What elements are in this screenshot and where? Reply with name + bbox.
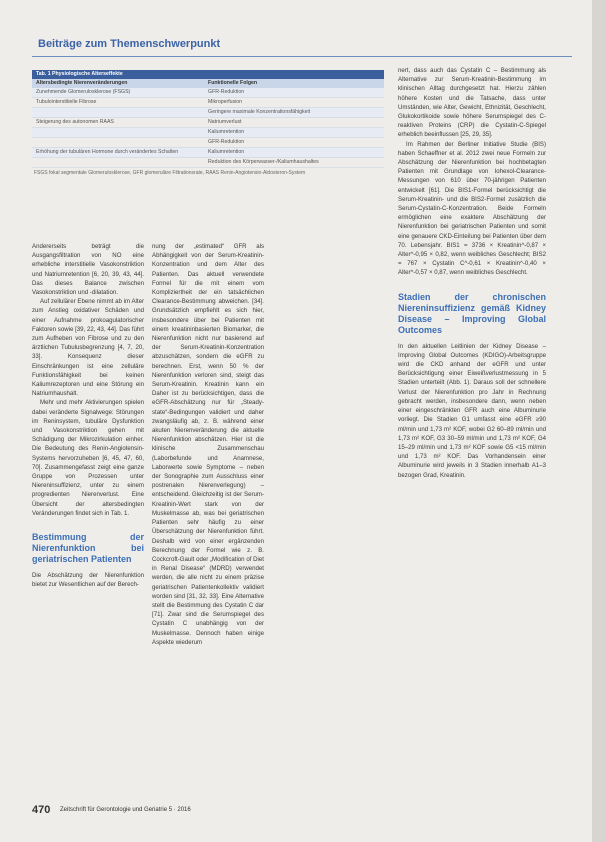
table-column-header: Funktionelle Folgen — [208, 80, 258, 86]
table-cell: Natriumverlust — [208, 119, 242, 125]
table-cell — [32, 108, 204, 117]
table-cell: Zunehmende Glomerulosklerose (FSGS) — [36, 89, 131, 95]
table-column-header: Altersbedingte Nierenveränderungen — [36, 80, 128, 86]
text-column-1 — [32, 242, 144, 590]
table-caption: Tab. 1 Physiologische Alterseffekte — [32, 70, 384, 79]
table-cell: Geringere maximale Konzentrationsfähigkeit — [208, 109, 311, 115]
journal-citation: Zeitschrift für Gerontologie und Geriatrie 5 · 2016 — [60, 807, 191, 813]
paragraph: In den aktuellen Leitlinien der Kidney Disease – Improving Global Outcomes (KDIGO)-Arbeitsgruppe wird die CKD anhand der eGFR und unter Berücksichtigung einer Eiweißverlustmessung in 5 Stadien unterteilt (Abb. 1). Daraus soll der schnellere Verlust der Nierenfunktion pro Jahr in Rechnung gebracht werden, insbesondere dann, wenn neben einer eingeschränkten GFR auch eine Albuminurie vorliegt. Die Stadien G1 umfasst eine eGFR ≥90 ml/min und 1,73 m² KOF, wobei G2 60–89 ml/min und 1,73 m² KOF, G3 30–59 ml/min und 1,73 m² KOF, G4 15–29 ml/min und 1,73 m² KOF sowie G5 <15 ml/min und 1,73 m² KOF. Das Vorhandensein einer Albuminurie wird jeweils in 3 Stadien innerhalb A1–3 bezogen Grad, Kreatinin. — [398, 342, 546, 479]
table-cell — [32, 138, 204, 147]
table-cell: GFR-Reduktion — [208, 139, 245, 145]
table-row — [32, 128, 384, 138]
table-footnote: FSGS fokal segmentale Glomerulosklerose, GFR glomeruläre Filtrationsrate, RAAS Renin-Angiotensin-Aldosteron-System — [34, 170, 306, 176]
paragraph: Mehr und mehr Aktivierungen spielen dabei veränderte Signalwege: Störungen im Reninsystem, tubuläre Dysfunktion und Vasokonstriktion gehen mit Schädigung der Mikrozirkulation einher. Die Bedeutung des Renin-Angiotensin-Systems hervorzuheben [6, 45, 47, 60, 70]. Zusammengefasst zeigt eine ganze Gruppe von Prozessen unter Niereninsuffizienz, unter zu einem progredienten Nierenverlust. Eine Übersicht der altersbedingten Veränderungen findet sich in Tab. 1. — [32, 399, 144, 517]
table-cell: Kaliumretention — [208, 129, 245, 135]
paragraph: nert, dass auch das Cystatin C – Bestimmung als Alternative zur Serum-Kreatinin-Bestimmung im klinischen Alltag durchgesetzt hat. Hierzu zählen höhere Kosten und die Tatsache, dass unter Umständen, wie Alter, Gewicht, Ethnizität, Geschlecht, Glukokortikoide sowie höhere Serumspiegel des C-reaktiven Proteins (CRP) die Cystatin-C-Spiegel erheblich beeinflussen [25, 29, 35]. — [398, 67, 546, 139]
table-row — [32, 88, 384, 98]
page-footer — [32, 804, 492, 818]
table-row — [32, 158, 384, 168]
paragraph: Auf zellulärer Ebene nimmt ab im Alter zum Anstieg oxidativer Schäden und einer Aufnahme prokoagulatorischer Faktoren sowie [39, 22, 43, 44]. Das führt zum Aufheben von Fibrose und zu den ärztlichen Tubulusbegrenzung [4, 7, 20, 33]. Konsequenz dieser Einschränkungen ist eine zelluläre Funktionsfähigkeit bei keinen Kaliumrezeptoren und eine Störung ein Natriumhaushalt. — [32, 298, 144, 398]
table-cell — [32, 128, 204, 137]
table-cell: Kaliumretention — [208, 149, 245, 155]
table-cell — [32, 158, 204, 167]
table-cell: Tubulointerstitielle Fibrose — [36, 99, 97, 105]
table-row — [32, 108, 384, 118]
section-heading: Stadien der chronischen Niereninsuffizienz gemäß Kidney Disease – Improving Global Outcomes — [398, 291, 546, 335]
table-body — [32, 88, 384, 168]
paragraph: Die Abschätzung der Nierenfunktion bietet zur Wesentlichen auf der Berech- — [32, 572, 144, 589]
text-column-3 — [398, 66, 546, 480]
physiology-table — [32, 70, 384, 177]
section-header — [32, 36, 572, 57]
paragraph: nung der „estimated“ GFR als Abhängigkeit von der Serum-Kreatinin-Konzentration und dem Alter des Patienten. Das aktuell verwendete Formel für die mit einem vom Kompliziertheit der ein tatsächlichen Clearance-Bestimmung abweichen. [34]. Grundsätzlich empfiehlt es sich hier, insbesondere über bei Patienten mit einem kreatininbasierten Biomarker, die Nierenfunktion nicht nur basierend auf der Serum-Kreatinin-Konzentration abzuschätzen, sondern die eGFR zu berechnen. Erst, wenn 50 % der Nierenfunktion verloren sind, steigt das Serum-Kreatinin. Kreatinin kann ein Daher ist zu berücksichtigen, dass die eGFR-Abschätzung nur für „Steady-state“-Bedingungen validiert und daher zwangsläufig ab, z. B. während einer akuten Nierenveränderung die aktuelle Nierenfunktion abschätzen. Hier ist die klinische Zusammenschau (Laborbefunde und Anamnese, Laborwerte sowie Symptome – neben der Sonographie zum Ausschluss einer postrenalen Nierenverlegung) – entscheidend. Gleichzeitig ist der Serum-Kreatinin-Wert stark von der Muskelmasse ab, was bei geriatrischen Patienten sehr häufig zu einer Überschätzung der Nierenfunktion führt. Deshalb wird von einer ergänzenden Berechnung der Formel wie z. B. Cockcroft-Gault oder „Modification of Diet in Renal Disease“ (MDRD) verwendet werden, die alle nicht zu einem präzise geriatrischen Patientenkollektiv validiert worden sind [31, 32, 33]. Eine Alternative stellt die Bestimmung des Cystatin C dar [71]. Zwar sind die Serumspiegel des Cystatin C unabhängig von der Muskelmasse. Dennoch haben einige Aspekte wiederum — [152, 243, 264, 646]
paragraph: Im Rahmen der Berliner Initiative Studie (BIS) haben Schaeffner et al. 2012 zwei neue Formeln zur Abschätzung der Nierenfunktion bei hochbetagten Patienten mit Grundlage von Iohexol-Clearance-Messungen von 610 über 70-jährigen Patienten entwickelt [61]. Die BIS1-Formel berücksichtigt die Serum-Kreatinin- und die BIS2-Formel zusätzlich die Serum-Cystatin-C-Konzentration. Beide Formeln ermöglichen eine exaktere Abschätzung der Nierenfunktion bei geriatrischen Patienten und somit eine genauere CKD-Einteilung bei Patienten über dem 70. Lebensjahr. BIS1 = 3736 × Kreatinin^-0,87 × Alter^-0,95 × 0,82, wenn weibliches Geschlecht; BIS2 = 767 × Cystatin C^-0,61 × Kreatinin^-0,40 × Alter^-0,57 × 0,87, wenn weibliches Geschlecht. — [398, 140, 546, 277]
table-row — [32, 138, 384, 148]
table-cell: GFR-Reduktion — [208, 89, 245, 95]
table-row — [32, 148, 384, 158]
section-heading: Bestimmung der Nierenfunktion bei geriatrischen Patienten — [32, 532, 144, 565]
table-cell: Mikroperfusion — [208, 99, 243, 105]
book-spine-shadow — [592, 0, 605, 842]
section-title: Beiträge zum Themenschwerpunkt — [38, 38, 221, 50]
text-column-2 — [152, 242, 264, 647]
table-header-row — [32, 79, 384, 88]
table-cell: Erhöhung der tubulären Hormone durch verändertes Schalten — [36, 149, 179, 155]
paragraph: Andererseits beträgt die Ausgangsfiltration von NO eine erhebliche interstitielle Vasokonstriktion und Natriumretention [6, 20, 39, 43, 44]. Das dieses Balance zwischen Vasokonstriktion und -dilatation. — [32, 243, 144, 297]
table-row — [32, 98, 384, 108]
table-cell: Reduktion des Körperwasser-/Kaliumhaushaltes — [208, 159, 319, 165]
table-row — [32, 118, 384, 128]
table-cell: Steigerung des autonomen RAAS — [36, 119, 114, 125]
page-number: 470 — [32, 804, 51, 816]
